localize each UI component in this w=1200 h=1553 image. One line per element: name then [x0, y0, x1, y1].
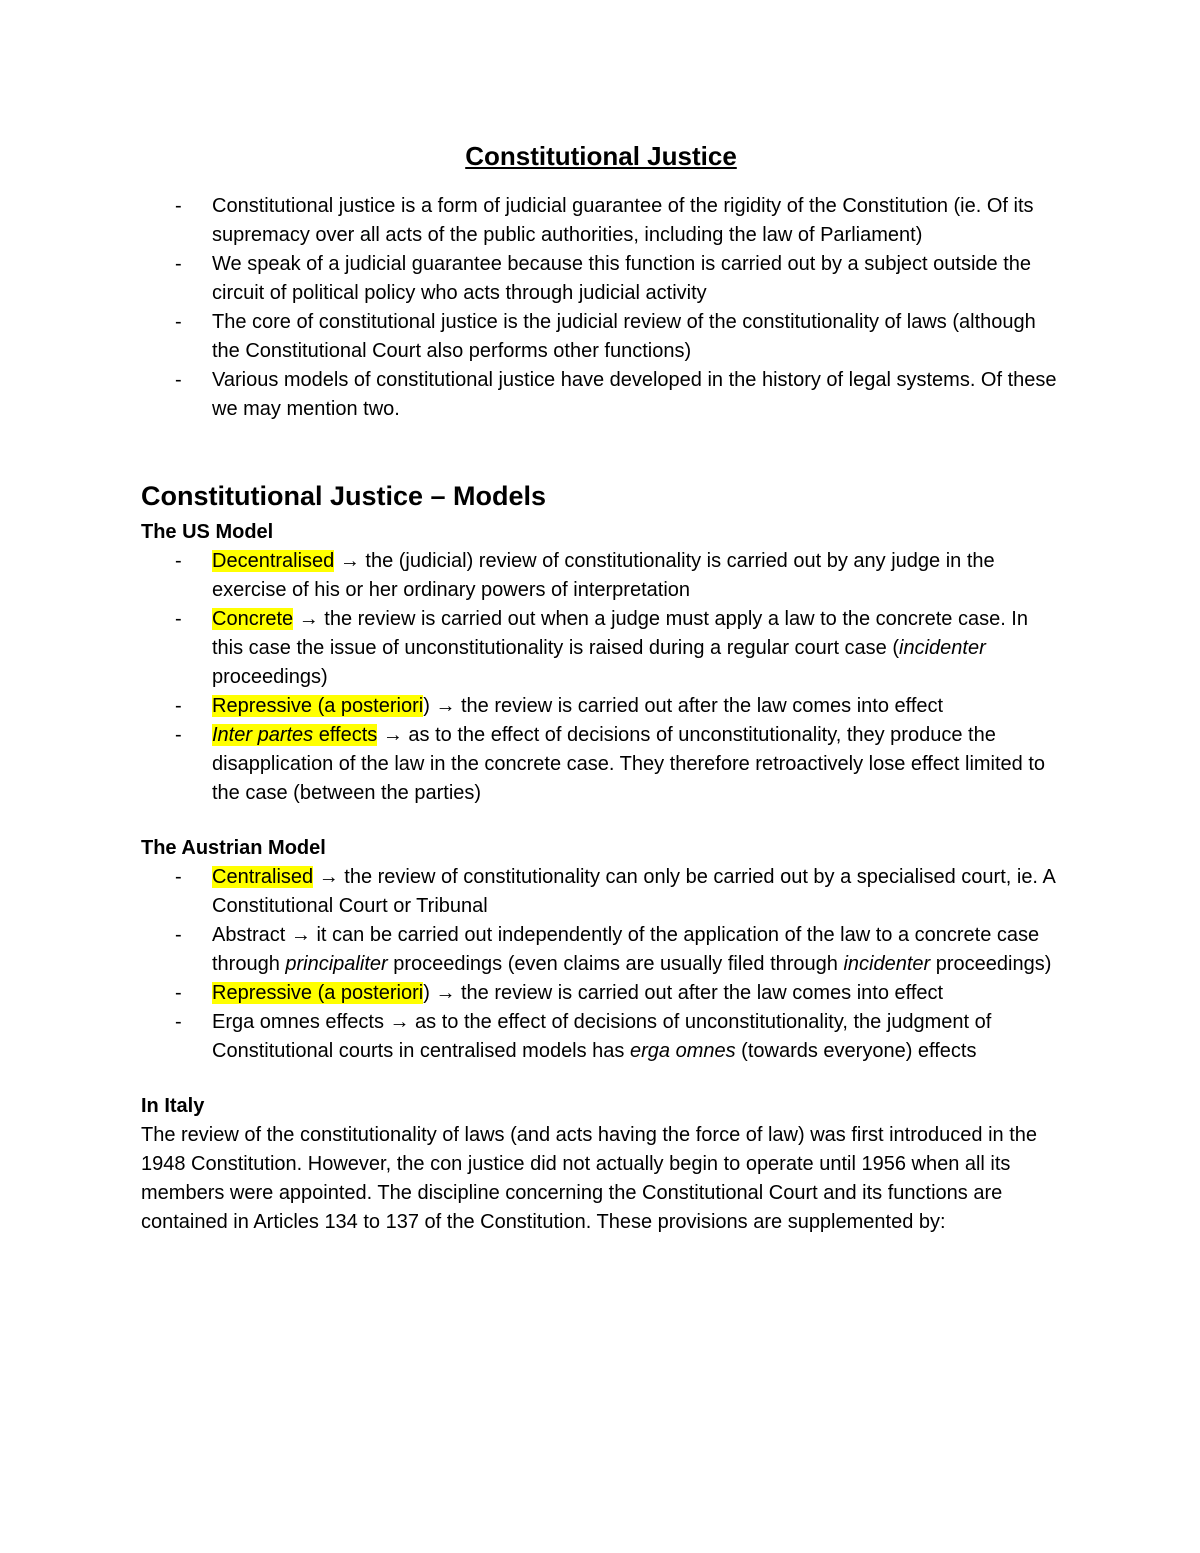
- us-inter-partes-item: - Inter partes effects → as to the effect of decisions of unconstitutionality, they produce the disapplication of the law in the concrete case. They therefore retroactively lose effect limited to the case (between the parties): [141, 721, 1061, 808]
- austrian-repressive-item: - Repressive (a posteriori) → the review is carried out after the law comes into effect: [141, 979, 1061, 1008]
- austrian-model-list: [141, 863, 1061, 1066]
- arrow-icon: →: [435, 982, 456, 1005]
- dash-bullet: -: [175, 1011, 182, 1034]
- italic-term: Inter partes: [212, 724, 314, 747]
- dash-bullet: -: [175, 252, 182, 275]
- highlighted-term: Centralised: [212, 866, 314, 889]
- arrow-icon: →: [382, 724, 403, 747]
- arrow-icon: →: [339, 550, 360, 573]
- intro-item: - We speak of a judicial guarantee because this function is carried out by a subject outside the circuit of political policy who acts through judicial activity: [141, 250, 1061, 308]
- dash-bullet: -: [175, 608, 182, 631]
- us-model-list: [141, 547, 1061, 808]
- dash-bullet: -: [175, 724, 182, 747]
- italy-heading: In Italy: [141, 1095, 205, 1118]
- document-title: Constitutional Justice: [465, 141, 737, 171]
- arrow-icon: →: [298, 608, 319, 631]
- dash-bullet: -: [175, 550, 182, 573]
- austrian-abstract-item: - Abstract → it can be carried out independently of the application of the law to a concrete case through principaliter proceedings (even claims are usually filed through incidenter proceedings): [141, 921, 1061, 979]
- austrian-model-heading: The Austrian Model: [141, 837, 326, 860]
- italy-paragraph: The review of the constitutionality of laws (and acts having the force of law) was first introduced in the 1948 Constitution. However, the con justice did not actually begin to operate until 1956 when all its members were appointed. The discipline concerning the Constitutional Court and its functions are contained in Articles 134 to 137 of the Constitution. These provisions are supplemented by:: [141, 1124, 1037, 1234]
- highlighted-term: Concrete: [212, 608, 294, 631]
- highlighted-term: Inter partes effects: [212, 724, 378, 747]
- dash-bullet: -: [175, 924, 182, 947]
- arrow-icon: →: [318, 866, 339, 889]
- italic-term: erga omnes: [630, 1040, 736, 1063]
- dash-bullet: -: [175, 982, 182, 1005]
- arrow-icon: →: [389, 1011, 410, 1034]
- intro-list: [141, 192, 1061, 424]
- models-heading: Constitutional Justice – Models: [141, 480, 547, 511]
- austrian-erga-omnes-item: - Erga omnes effects → as to the effect of decisions of unconstitutionality, the judgment of Constitutional courts in centralised models has erga omnes (towards everyone) effects: [141, 1008, 1061, 1066]
- intro-item: - The core of constitutional justice is the judicial review of the constitutionality of laws (although the Constitutional Court also performs other functions): [141, 308, 1061, 366]
- italic-term: principaliter: [285, 953, 388, 976]
- us-repressive-item: - Repressive (a posteriori) → the review is carried out after the law comes into effect: [141, 692, 1061, 721]
- document-content: [141, 140, 1061, 1237]
- intro-item: - Constitutional justice is a form of judicial guarantee of the rigidity of the Constitution (ie. Of its supremacy over all acts of the public authorities, including the law of Parliament): [141, 192, 1061, 250]
- us-model-heading: The US Model: [141, 521, 274, 544]
- italic-term: incidenter: [843, 953, 931, 976]
- arrow-icon: →: [435, 695, 456, 718]
- highlighted-term: Repressive (a posteriori: [212, 982, 424, 1005]
- austrian-centralised-item: - Centralised → the review of constitutionality can only be carried out by a specialised court, ie. A Constitutional Court or Tribunal: [141, 863, 1061, 921]
- dash-bullet: -: [175, 866, 182, 889]
- us-decentralised-item: - Decentralised → the (judicial) review of constitutionality is carried out by any judge in the exercise of his or her ordinary powers of interpretation: [141, 547, 1061, 605]
- highlighted-term: Repressive (a posteriori: [212, 695, 424, 718]
- italic-term: incidenter: [899, 637, 986, 660]
- arrow-icon: →: [290, 924, 311, 947]
- dash-bullet: -: [175, 310, 182, 333]
- intro-item: - Various models of constitutional justice have developed in the history of legal systems. Of these we may mention two.: [141, 366, 1061, 424]
- highlighted-term: Decentralised: [212, 550, 335, 573]
- dash-bullet: -: [175, 695, 182, 718]
- us-concrete-item: - Concrete → the review is carried out when a judge must apply a law to the concrete case. In this case the issue of unconstitutionality is raised during a regular court case (incidenter proceedings): [141, 605, 1061, 692]
- dash-bullet: -: [175, 368, 182, 391]
- dash-bullet: -: [175, 194, 182, 217]
